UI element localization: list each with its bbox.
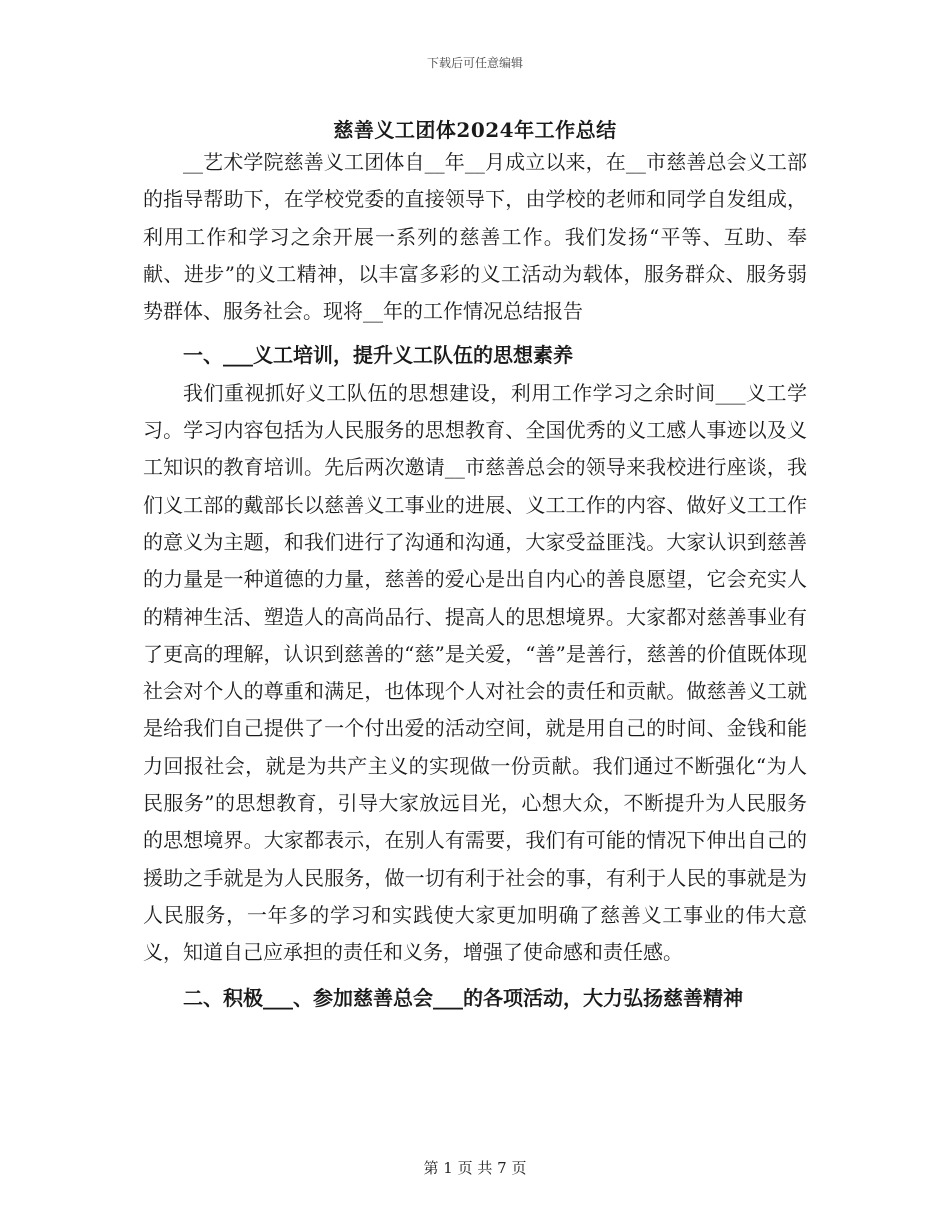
section-1-paragraph: 我们重视抓好义工队伍的思想建设，利用工作学习之余时间___义工学习。学习内容包括为人民服务的思想教育、全国优秀的义工感人事迹以及义工知识的教育培训。先后两次邀请__市慈善总会的领导来我校进行座谈，我们义工部的戴部长以慈善义工事业的进展、义工工作的内容、做好义工工作的意义为主题，和我们进行了沟通和沟通，大家受益匪浅。大家认识到慈善的力量是一种道德的力量，慈善的爱心是出自内心的善良愿望，它会充实人的精神生活、塑造人的高尚品行、提高人的思想境界。大家都对慈善事业有了更高的理解，认识到慈善的“慈”是关爱，“善”是善行，慈善的价值既体现社会对个人的尊重和满足，也体现个人对社会的责任和贡献。做慈善义工就是给我们自己提供了一个付出爱的活动空间，就是用自己的时间、金钱和能力回报社会，就是为共产主义的实现做一份贡献。我们通过不断强化“为人民服务”的思想教育，引导大家放远目光，心想大众，不断提升为人民服务的思想境界。大家都表示，在别人有需要，我们有可能的情况下伸出自己的援助之手就是为人民服务，做一切有利于社会的事，有利于人民的事就是为人民服务，一年多的学习和实践使大家更加明确了慈善义工事业的伟大意义，知道自己应承担的责任和义务，增强了使命感和责任感。 — [143, 380, 807, 965]
document-body — [143, 144, 807, 1017]
intro-paragraph: __艺术学院慈善义工团体自__年__月成立以来，在__市慈善总会义工部的指导帮助下，在学校党委的直接领导下，由学校的老师和同学自发组成，利用工作和学习之余开展一系列的慈善工作。我们发扬“平等、互助、奉献、进步”的义工精神，以丰富多彩的义工活动为载体，服务群众、服务弱势群体、服务社会。现将__年的工作情况总结报告 — [143, 150, 807, 324]
header-note: 下载后可任意编辑 — [426, 56, 523, 70]
section-2-heading: 二、积极___、参加慈善总会___的各项活动，大力弘扬慈善精神 — [183, 985, 743, 1010]
page-footer: 第 1 页 共 7 页 — [423, 1159, 527, 1177]
section-1-heading: 一、___义工培训，提升义工队伍的思想素养 — [183, 343, 573, 368]
document-title: 慈善义工团体2024年工作总结 — [333, 118, 617, 142]
